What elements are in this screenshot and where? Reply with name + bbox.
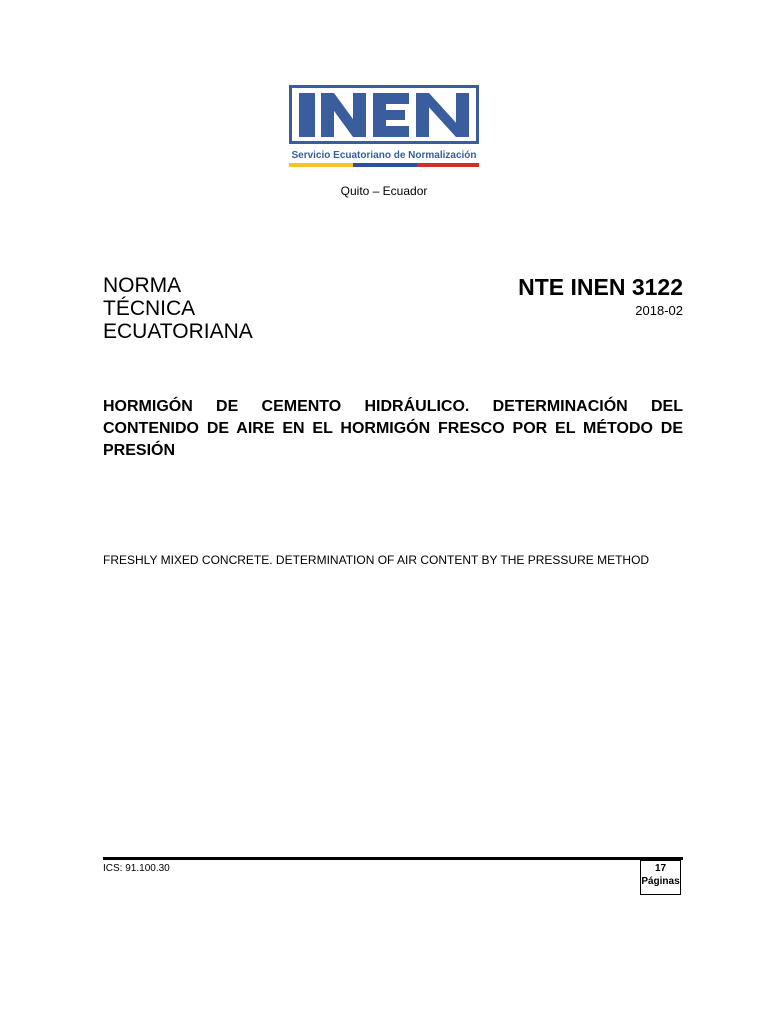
logo-tagline: Servicio Ecuatoriano de Normalización	[291, 150, 477, 161]
inen-logo	[289, 85, 479, 170]
norma-line-2: TÉCNICA	[103, 297, 196, 320]
norma-line-3: ECUATORIANA	[103, 320, 253, 343]
standard-code: NTE INEN 3122	[518, 274, 683, 300]
norma-tecnica-label	[103, 274, 253, 343]
page-count-label: Páginas	[641, 876, 680, 887]
city-label: Quito – Ecuador	[340, 184, 428, 198]
page-count: 17	[654, 863, 667, 874]
footer-rule	[103, 857, 683, 860]
title-english: FRESHLY MIXED CONCRETE. DETERMINATION OF AIR CONTENT BY THE PRESSURE METHOD	[103, 553, 650, 567]
inen-logo-graphic	[289, 85, 479, 170]
title-spanish: HORMIGÓN DE CEMENTO HIDRÁULICO. DETERMINACIÓN DEL CONTENIDO DE AIRE EN EL HORMIGÓN FRESCO POR EL MÉTODO DE PRESIÓN	[103, 398, 683, 459]
page-count-box	[640, 860, 681, 895]
ics-code: ICS: 91.100.30	[103, 863, 170, 874]
standard-date: 2018-02	[635, 303, 683, 318]
norma-line-1: NORMA	[103, 274, 182, 297]
